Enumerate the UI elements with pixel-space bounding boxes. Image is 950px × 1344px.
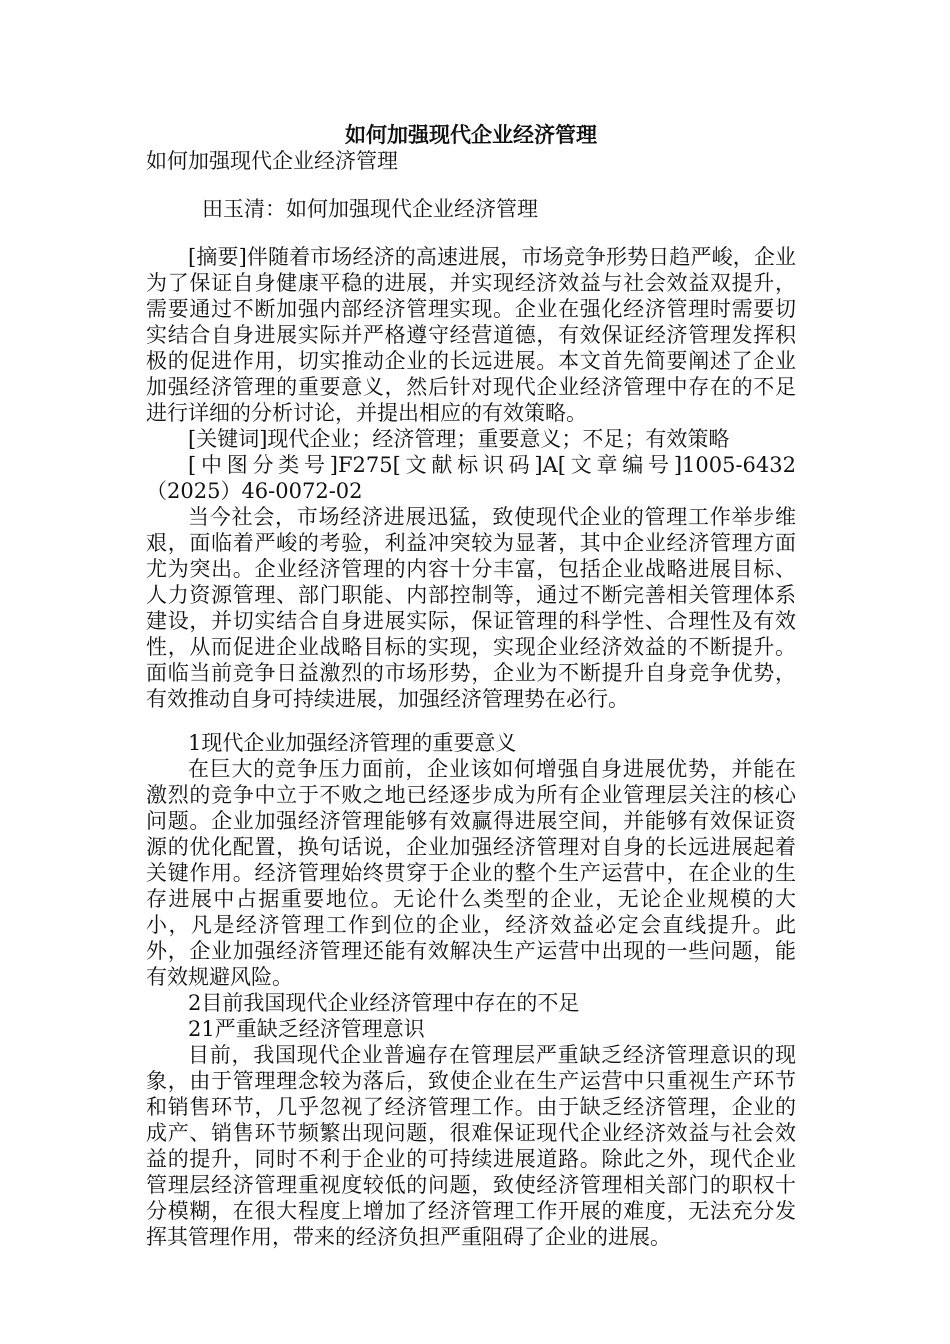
section-1-body: 在巨大的竞争压力面前，企业该如何增强自身进展优势，并能在激烈的竞争中立于不败之地已经逐步成为所有企业管理层关注的核心问题。企业加强经济管理能够有效赢得进展空间，并能够有效保证资源的优化配置，换句话说，企业加强经济管理对自身的长远进展起着关键作用。经济管理始终贯穿于企业的整个生产运营中，在企业的生存进展中占据重要地位。无论什么类型的企业，无论企业规模的大小，凡是经济管理工作到位的企业，经济效益必定会直线提升。此外，企业加强经济管理还能有效解决生产运营中出现的一些问题，能有效规避风险。 [146, 757, 796, 989]
spacer [146, 222, 796, 244]
section-2-1-body: 目前，我国现代企业普遍存在管理层严重缺乏经济管理意识的现象，由于管理理念较为落后，致使企业在生产运营中只重视生产环节和销售环节，几乎忽视了经济管理工作。由于缺乏经济管理，企业的成产、销售环节频繁出现问题，很难保证现代企业经济效益与社会效益的提升，同时不利于企业的可持续进展道路。除此之外，现代企业管理层经济管理重视度较低的问题，致使经济管理相关部门的职权十分模糊，在很大程度上增加了经济管理工作开展的难度，无法充分发挥其管理作用，带来的经济负担严重阻碍了企业的进展。 [146, 1043, 796, 1249]
spacer [146, 712, 796, 730]
intro-paragraph: 当今社会，市场经济进展迅猛，致使现代企业的管理工作举步维艰，面临着严峻的考验，利益冲突较为显著，其中企业经济管理方面尤为突出。企业经济管理的内容十分丰富，包括企业战略进展目标、人力资源管理、部门职能、内部控制等，通过不断完善相关管理体系建设，并切实结合自身进展实际，保证管理的科学性、合理性及有效性，从而促进企业战略目标的实现，实现企业经济效益的不断提升。面临当前竞争日益激烈的市场形势，企业为不断提升自身竞争优势，有效推动自身可持续进展，加强经济管理势在必行。 [146, 505, 796, 711]
keywords-line: [关键词]现代企业；经济管理；重要意义；不足；有效策略 [188, 427, 730, 451]
classification-line: [中图分类号]F275[文献标识码]A[文章编号]1005-6432（2025）46-0072-02 [146, 453, 796, 503]
document-subtitle: 如何加强现代企业经济管理 [146, 149, 398, 173]
section-1-heading: 1现代企业加强经济管理的重要意义 [188, 731, 517, 755]
section-2-1-heading: 21严重缺乏经济管理意识 [188, 1017, 425, 1041]
document-body [146, 122, 796, 1250]
document-title: 如何加强现代企业经济管理 [345, 122, 597, 147]
section-2-heading: 2目前我国现代企业经济管理中存在的不足 [188, 991, 580, 1015]
author-line: 田玉清：如何加强现代企业经济管理 [202, 197, 538, 221]
abstract-paragraph: [摘要]伴随着市场经济的高速进展，市场竞争形势日趋严峻，企业为了保证自身健康平稳的进展，并实现经济效益与社会效益双提升，需要通过不断加强内部经济管理实现。企业在强化经济管理时需要切实结合自身进展实际并严格遵守经营道德，有效保证经济管理发挥积极的促进作用，切实推动企业的长远进展。本文首先简要阐述了企业加强经济管理的重要意义，然后针对现代企业经济管理中存在的不足进行详细的分析讨论，并提出相应的有效策略。 [146, 245, 796, 425]
